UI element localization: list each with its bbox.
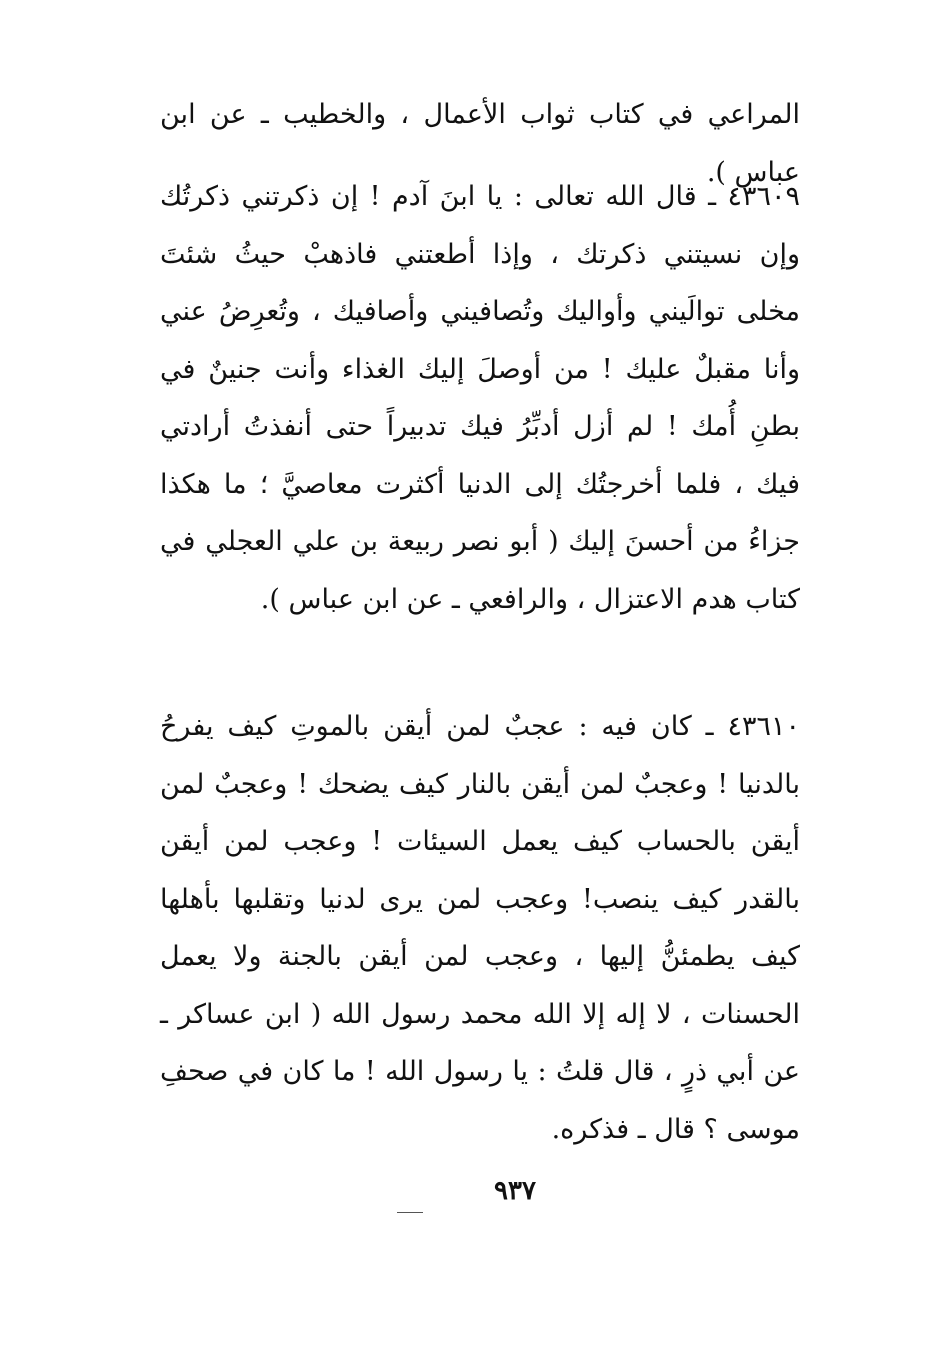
hadith-paragraph: ٤٣٦٠٩ ـ قال الله تعالى : يا ابنَ آدم ! إن ذكرتني ذكرتُك وإن نسيتني ذكرتك ، وإذا أطعتني فاذهبْ حيثُ شئتَ مخلى توالَيني وأواليك وتُصافيني وأصافيك ، وتُعرِضُ عني وأنا مقبلٌ عليك ! من أوصلَ إليك الغذاء وأنت جنينٌ في بطنِ أُمك ! لم أزل أدبِّرُ فيك تدبيراً حتى أنفذتُ أرادتي فيك ، فلما أخرجتُك إلى الدنيا أكثرت معاصيَّ ؛ ما هكذا جزاءُ من أحسنَ إليك ( أبو نصر ربيعة بن علي العجلي في كتاب هدم الاعتزال ، والرافعي ـ عن ابن عباس ). — [160, 181, 800, 615]
footer-divider — [397, 1212, 423, 1213]
continuation-line: المراعي في كتاب ثواب الأعمال ، والخطيب ـ عن ابن عباس ). — [160, 99, 800, 188]
hadith-paragraph: ٤٣٦١٠ ـ كان فيه : عجبٌ لمن أيقن بالموتِ كيف يفرحُ بالدنيا ! وعجبٌ لمن أيقن بالنار كيف يضحك ! وعجبٌ لمن أيقن بالحساب كيف يعمل السيئات ! وعجب لمن أيقن بالقدر كيف ينصب! وعجب لمن يرى لدنيا وتقلبها بأهلها كيف يطمئنُّ إليها ، وعجب لمن أيقن بالجنة ولا يعمل الحسنات ، لا إله إلا الله محمد رسول الله ( ابن عساكر ـ عن أبي ذرٍ ، قال قلتُ : يا رسول الله ! ما كان في صحفِ موسى ؟ قال ـ فذكره. — [160, 711, 800, 1145]
page-number: ٩٣٧ — [494, 1176, 536, 1206]
